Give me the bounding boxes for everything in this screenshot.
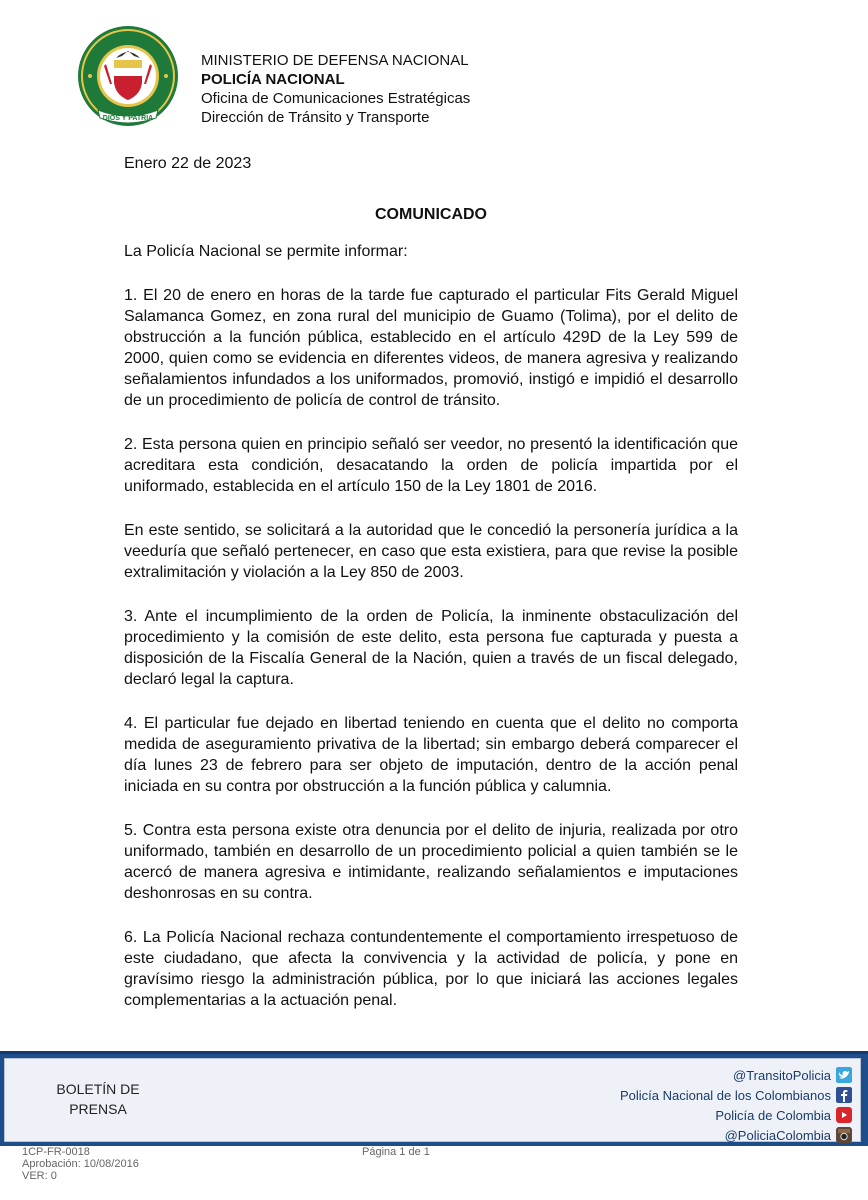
document-body [124,153,738,1011]
bulletin-line-2: PRENSA [69,1101,127,1117]
bulletin-line-1: BOLETÍN DE [56,1081,140,1097]
directorate-name: Dirección de Tránsito y Transporte [201,109,430,126]
paragraph-2: 2. Esta persona quien en principio señaló ser veedor, no presentó la identificación que acreditara esta condición, desacatando la orden de policía impartida por el uniformado, establecida en el artículo 150 de la Ley 1801 de 2016. [124,436,738,495]
seal-motto: DIOS Y PATRIA [102,115,154,122]
intro-line: La Policía Nacional se permite informar: [124,243,408,260]
social-links [492,1065,852,1145]
ministry-name: MINISTERIO DE DEFENSA NACIONAL [201,52,469,69]
paragraph-1: 1. El 20 de enero en horas de la tarde fue capturado el particular Fits Gerald Miguel Salamanca Gomez, en zona rural del municipio de Guamo (Tolima), por el delito de obstrucción a la función pública, establecido en el artículo 429D de la Ley 599 de 2000, quien como se evidencia en diferentes videos, de manera agresiva y realizando señalamientos infundados a los uniformados, promovió, instigó e impidió el desarrollo de un procedimiento de policía de control de tránsito. [124,287,738,409]
social-link-twitter[interactable] [492,1065,852,1085]
instagram-icon [836,1127,852,1143]
twitter-icon [836,1067,852,1083]
paragraph-2-followup: En este sentido, se solicitará a la autoridad que le concedió la personería jurídica a la veeduría que señaló pertenecer, en caso que esta existiera, para que revise la posible extralimitación y violación a la Ley 850 de 2003. [124,522,738,581]
youtube-icon [836,1107,852,1123]
office-name: Oficina de Comunicaciones Estratégicas [201,90,471,107]
agency-name: POLICÍA NACIONAL [201,71,345,88]
paragraph-6: 6. La Policía Nacional rechaza contundentemente el comportamiento irrespetuoso de este ciudadano, que afecta la convivencia y la actividad de policía, y pone en gravísimo riesgo la administración pública, por lo que iniciará las acciones legales complementarias a la actuación penal. [124,929,738,1009]
youtube-channel[interactable]: Policía de Colombia [715,1107,831,1123]
twitter-handle[interactable]: @TransitoPolicia [733,1067,831,1083]
police-seal-icon [76,24,180,128]
document-date: Enero 22 de 2023 [124,155,252,172]
footer-panel [4,1058,861,1142]
social-link-facebook[interactable] [492,1085,852,1105]
paragraph-4: 4. El particular fue dejado en libertad teniendo en cuenta que el delito no comporta medida de aseguramiento privativa de la libertad; sin embargo deberá comparecer el día lunes 23 de febrero para ser objeto de imputación, dentro de la acción penal iniciada en su contra por obstrucción a la función pública y calumnia. [124,715,738,795]
social-link-instagram[interactable] [492,1125,852,1145]
paragraph-3: 3. Ante el incumplimiento de la orden de Policía, la inminente obstaculización del procedimiento y la comisión de este delito, esta persona fue capturada y puesta a disposición de la Fiscalía General de la Nación, quien a través de un fiscal delegado, declaró legal la captura. [124,608,738,688]
paragraph-5: 5. Contra esta persona existe otra denuncia por el delito de injuria, realizada por otro uniformado, también en desarrollo de un procedimiento policial a quien también se le acercó de manera agresiva e intimidante, realizando señalamientos e imputaciones deshonrosas en su contra. [124,822,738,902]
form-approval: Aprobación: 10/08/2016 [22,1158,139,1170]
facebook-icon [836,1087,852,1103]
letterhead [76,24,796,134]
press-bulletin-label [39,1079,157,1119]
issuer-block [201,51,470,127]
facebook-page[interactable]: Policía Nacional de los Colombianos [619,1087,831,1103]
form-metadata [22,1146,139,1182]
document-title: COMUNICADO [375,206,487,223]
social-link-youtube[interactable] [492,1105,852,1125]
form-version: VER: 0 [22,1170,57,1182]
page-number: Página 1 de 1 [362,1146,430,1158]
form-code: 1CP-FR-0018 [22,1146,90,1158]
instagram-handle[interactable]: @PoliciaColombia [724,1127,831,1143]
